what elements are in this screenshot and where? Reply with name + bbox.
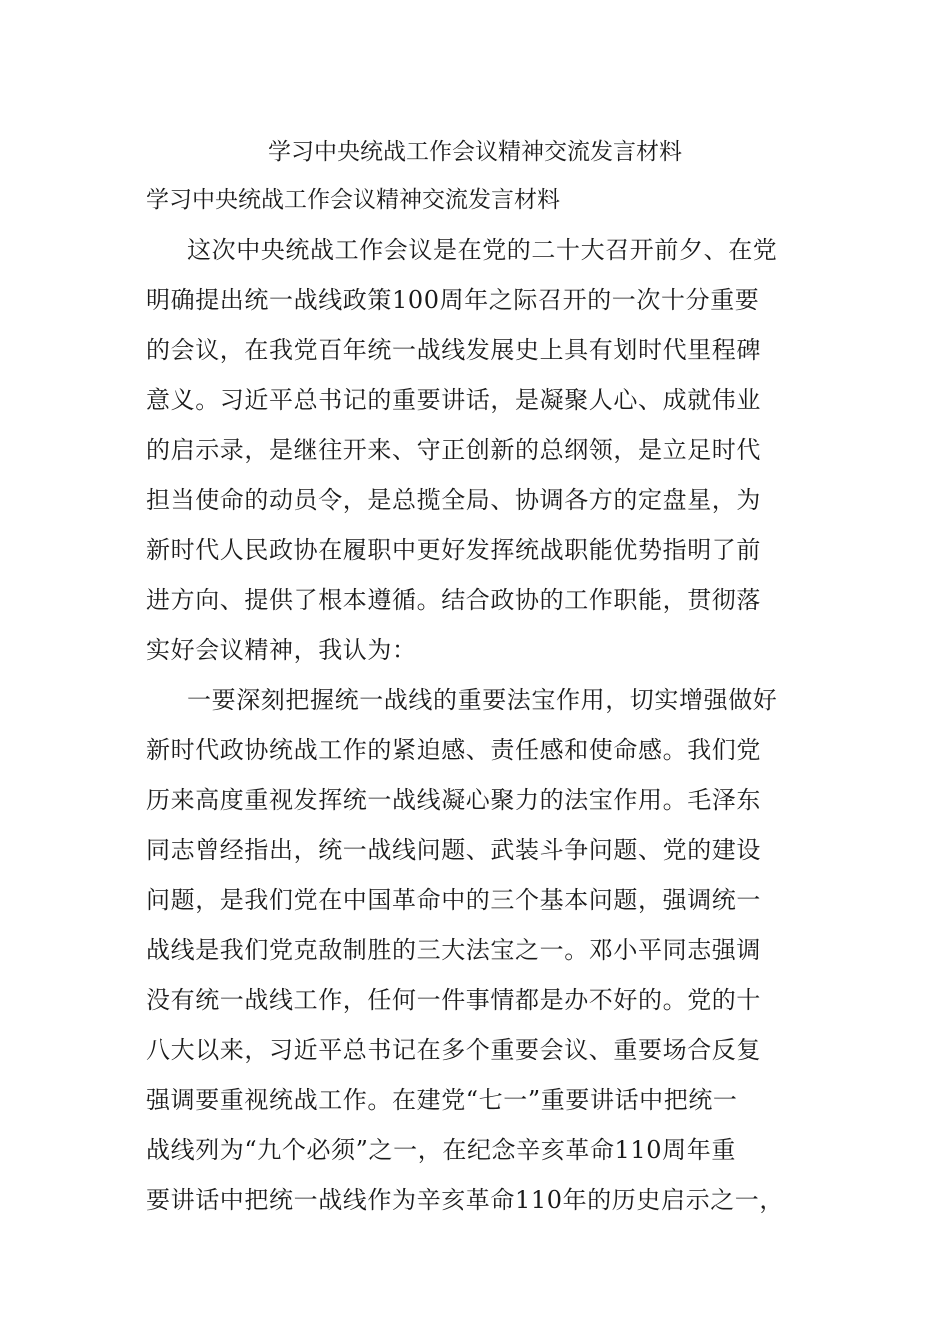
- paragraph-line: 战线是我们党克敌制胜的三大法宝之一。邓小平同志强调: [146, 936, 761, 964]
- paragraph-line: 八大以来，习近平总书记在多个重要会议、重要场合反复: [146, 1036, 761, 1064]
- paragraph-line: 实好会议精神，我认为：: [146, 636, 417, 664]
- paragraph-line: 进方向、提供了根本遵循。结合政协的工作职能，贯彻落: [146, 586, 761, 614]
- paragraph-line: 担当使命的动员令，是总揽全局、协调各方的定盘星，为: [146, 486, 761, 514]
- paragraph-line: 强调要重视统战工作。在建党“七一”重要讲话中把统一: [146, 1086, 738, 1114]
- paragraph-line: 同志曾经指出，统一战线问题、武装斗争问题、党的建设: [146, 836, 761, 864]
- paragraph-line: 要讲话中把统一战线作为辛亥革命110年的历史启示之一，: [146, 1186, 785, 1214]
- paragraph-line: 这次中央统战工作会议是在党的二十大召开前夕、在党: [187, 236, 778, 264]
- document-subtitle: 学习中央统战工作会议精神交流发言材料: [146, 187, 560, 213]
- paragraph-line: 历来高度重视发挥统一战线凝心聚力的法宝作用。毛泽东: [146, 786, 761, 814]
- paragraph-line: 的会议，在我党百年统一战线发展史上具有划时代里程碑: [146, 336, 761, 364]
- paragraph-line: 问题，是我们党在中国革命中的三个基本问题，强调统一: [146, 886, 761, 914]
- paragraph-line: 战线列为“九个必须”之一，在纪念辛亥革命110周年重: [146, 1136, 736, 1164]
- paragraph-line: 没有统一战线工作，任何一件事情都是办不好的。党的十: [146, 986, 761, 1014]
- paragraph-line: 的启示录，是继往开来、守正创新的总纲领，是立足时代: [146, 436, 761, 464]
- paragraph-line: 新时代政协统战工作的紧迫感、责任感和使命感。我们党: [146, 736, 761, 764]
- paragraph-line: 新时代人民政协在履职中更好发挥统战职能优势指明了前: [146, 536, 761, 564]
- paragraph-line: 一要深刻把握统一战线的重要法宝作用，切实增强做好: [187, 686, 778, 714]
- paragraph-line: 明确提出统一战线政策100周年之际召开的一次十分重要: [146, 286, 760, 314]
- paragraph-line: 意义。习近平总书记的重要讲话，是凝聚人心、成就伟业: [146, 386, 761, 414]
- document-title: 学习中央统战工作会议精神交流发言材料: [268, 139, 682, 165]
